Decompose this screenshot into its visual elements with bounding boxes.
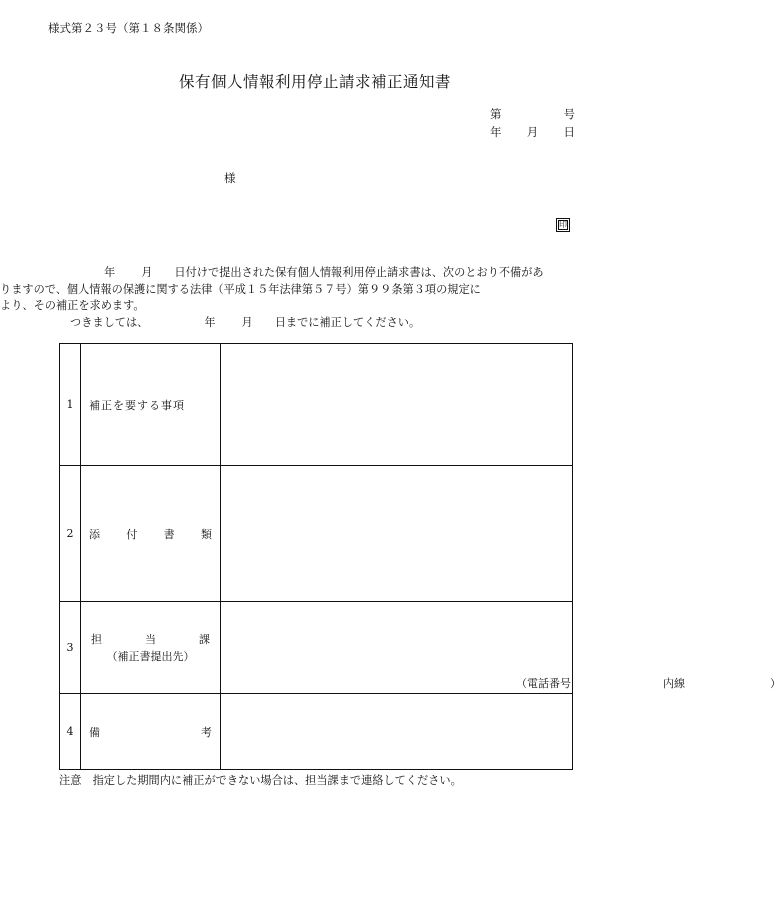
number-gou: 号 [563, 107, 575, 121]
label-char: 考 [201, 725, 212, 739]
label-char: 担 [91, 632, 102, 646]
footnote: 注意 指定した期間内に補正ができない場合は、担当課まで連絡してください。 [59, 774, 462, 787]
deadline-rest: 日までに補正してください。 [274, 316, 421, 329]
remarks-field[interactable] [221, 694, 573, 770]
row-number: 4 [60, 694, 81, 770]
row-label-text: 補正を要する事項 [89, 398, 185, 412]
close-paren: ） [770, 677, 781, 690]
table-row [60, 602, 573, 694]
phone-line [516, 675, 781, 691]
phone-label: （電話番号 [516, 677, 571, 690]
department-field[interactable] [221, 602, 781, 694]
body-line-2 [0, 282, 574, 299]
table-row [60, 344, 573, 466]
body-year: 年 [104, 266, 116, 279]
row-label-remarks [81, 694, 221, 770]
label-char: 付 [126, 527, 138, 541]
row-number: 3 [60, 602, 81, 694]
row-label-attachments [81, 466, 221, 602]
extension-label: 内線 [663, 677, 685, 690]
seal-icon [556, 218, 570, 232]
attachments-field[interactable] [221, 466, 573, 602]
correction-table [59, 343, 781, 770]
label-char: 課 [199, 632, 210, 646]
recipient-suffix: 様 [224, 171, 236, 185]
body-line-1 [56, 265, 574, 282]
row-label-correction-items [81, 344, 221, 466]
deadline-year: 年 [204, 316, 216, 329]
date-day: 日 [563, 125, 575, 139]
label-sub: （補正書提出先） [106, 649, 195, 663]
table-row [60, 466, 573, 602]
body-line-1-rest: 日付けで提出された保有個人情報利用停止請求書は、次のとおり不備があ [174, 266, 544, 279]
document-number-line [490, 106, 575, 122]
notice-body [0, 265, 574, 315]
body-line-3-text: より、その補正を求めます。 [0, 299, 145, 312]
label-char: 当 [145, 632, 156, 646]
row-number: 1 [60, 344, 81, 466]
row-label-department [81, 602, 221, 694]
date-year: 年 [490, 125, 502, 139]
label-char: 備 [89, 725, 100, 739]
number-dai: 第 [490, 107, 502, 121]
label-char: 添 [89, 527, 100, 541]
deadline-prefix: つきましては、 [70, 316, 149, 329]
correction-items-field[interactable] [221, 344, 573, 466]
label-char: 類 [200, 527, 212, 541]
table-row [60, 694, 573, 770]
label-char: 書 [163, 527, 175, 541]
document-title: 保有個人情報利用停止請求補正通知書 [178, 73, 451, 91]
body-line-3 [0, 298, 574, 315]
deadline-month: 月 [241, 316, 253, 329]
form-number: 様式第２３号（第１８条関係） [48, 21, 209, 35]
deadline-line [70, 314, 420, 330]
issue-date-line [490, 124, 575, 140]
body-month: 月 [141, 266, 153, 279]
row-number: 2 [60, 466, 81, 602]
body-line-2-text: りますので、個人情報の保護に関する法律（平成１５年法律第５７号）第９９条第３項の規定に [0, 282, 481, 296]
date-month: 月 [526, 125, 539, 139]
seal-mark: 印 [559, 220, 567, 229]
